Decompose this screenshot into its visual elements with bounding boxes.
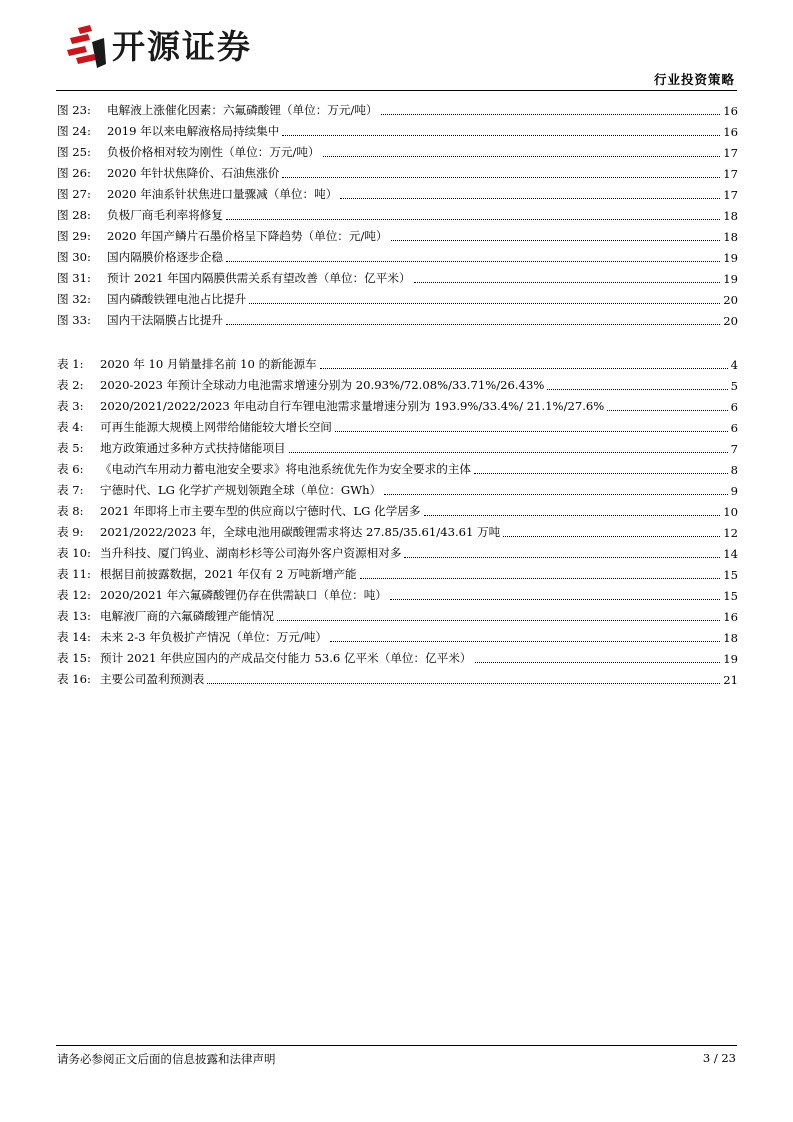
dot-leader [289, 452, 728, 453]
entry-page: 8 [730, 463, 738, 477]
entry-title: 电解液厂商的六氟磷酸锂产能情况 [100, 609, 274, 623]
entry-title: 2021 年即将上市主要车型的供应商以宁德时代、LG 化学居多 [100, 504, 421, 518]
toc-entry[interactable] [57, 202, 738, 223]
dot-leader [360, 578, 721, 579]
entry-page: 12 [723, 526, 738, 540]
table-list [57, 351, 738, 687]
entry-title: 2019 年以来电解液格局持续集中 [107, 124, 280, 138]
entry-title: 2020-2023 年预计全球动力电池需求增速分别为 20.93%/72.08%/33.71%/26.43% [100, 378, 545, 392]
entry-page: 18 [723, 631, 738, 645]
entry-number: 表 11: [57, 567, 91, 581]
entry-title: 预计 2021 年国内隔膜供需关系有望改善（单位：亿平米） [107, 271, 411, 285]
dot-leader [323, 156, 721, 157]
toc-entry[interactable] [57, 561, 738, 582]
dot-leader [277, 620, 720, 621]
entry-number: 图 26: [57, 166, 91, 180]
dot-leader [320, 368, 728, 369]
logo-text: 开源证券 [112, 27, 252, 66]
entry-page: 6 [730, 421, 738, 435]
header-divider [56, 90, 737, 91]
entry-page: 17 [723, 167, 738, 181]
toc-entry[interactable] [57, 97, 738, 118]
dot-leader [330, 641, 720, 642]
entry-page: 16 [723, 104, 738, 118]
entry-page: 16 [723, 125, 738, 139]
toc-entry[interactable] [57, 307, 738, 328]
entry-page: 17 [723, 146, 738, 160]
toc-entry[interactable] [57, 603, 738, 624]
toc-entry[interactable] [57, 624, 738, 645]
dot-leader [384, 494, 727, 495]
dot-leader [282, 135, 720, 136]
entry-page: 20 [723, 314, 738, 328]
entry-number: 表 4: [57, 420, 84, 434]
entry-number: 表 2: [57, 378, 84, 392]
entry-number: 表 15: [57, 651, 91, 665]
dot-leader [340, 198, 720, 199]
entry-page: 15 [723, 589, 738, 603]
entry-page: 18 [723, 230, 738, 244]
entry-title: 2020 年国产鳞片石墨价格呈下降趋势（单位：元/吨） [107, 229, 388, 243]
entry-number: 表 14: [57, 630, 91, 644]
entry-title: 2020 年针状焦降价、石油焦涨价 [107, 166, 280, 180]
dot-leader [381, 114, 721, 115]
toc-entry[interactable] [57, 372, 738, 393]
entry-title: 国内磷酸铁锂电池占比提升 [107, 292, 247, 306]
entry-title: 宁德时代、LG 化学扩产规划领跑全球（单位：GWh） [100, 483, 382, 497]
entry-number: 图 27: [57, 187, 91, 201]
entry-page: 6 [730, 400, 738, 414]
toc-entry[interactable] [57, 519, 738, 540]
entry-number: 表 10: [57, 546, 91, 560]
entry-number: 表 8: [57, 504, 84, 518]
entry-page: 9 [730, 484, 738, 498]
entry-number: 图 29: [57, 229, 91, 243]
entry-title: 2020/2021/2022/2023 年电动自行车锂电池需求量增速分别为 193.9%/33.4%/ 21.1%/27.6% [100, 399, 605, 413]
entry-title: 国内隔膜价格逐步企稳 [107, 250, 223, 264]
dot-leader [475, 662, 721, 663]
dot-leader [390, 599, 720, 600]
dot-leader [474, 473, 728, 474]
entry-title: 2020 年 10 月销量排名前 10 的新能源车 [100, 357, 317, 371]
entry-page: 17 [723, 188, 738, 202]
toc-entry[interactable] [57, 139, 738, 160]
toc-entry[interactable] [57, 477, 738, 498]
entry-page: 19 [723, 251, 738, 265]
entry-title: 当升科技、厦门钨业、湖南杉杉等公司海外客户资源相对多 [100, 546, 402, 560]
entry-number: 表 16: [57, 672, 91, 686]
entry-title: 电解液上涨催化因素：六氟磷酸锂（单位：万元/吨） [107, 103, 378, 117]
dot-leader [424, 515, 721, 516]
toc-entry[interactable] [57, 286, 738, 307]
entry-number: 表 7: [57, 483, 84, 497]
entry-page: 10 [723, 505, 738, 519]
disclaimer-text: 请务必参阅正文后面的信息披露和法律声明 [57, 1052, 276, 1066]
entry-page: 19 [723, 272, 738, 286]
entry-title: 国内干法隔膜占比提升 [107, 313, 223, 327]
entry-title: 负极厂商毛利率将修复 [107, 208, 223, 222]
entry-page: 19 [723, 652, 738, 666]
entry-number: 表 13: [57, 609, 91, 623]
entry-title: 《电动汽车用动力蓄电池安全要求》将电池系统优先作为安全要求的主体 [100, 462, 472, 476]
entry-title: 根据目前披露数据，2021 年仅有 2 万吨新增产能 [100, 567, 357, 581]
toc-entry[interactable] [57, 414, 738, 435]
kaiyuan-logo-icon [64, 24, 108, 70]
entry-number: 表 3: [57, 399, 84, 413]
entry-number: 表 9: [57, 525, 84, 539]
entry-page: 16 [723, 610, 738, 624]
toc-entry[interactable] [57, 456, 738, 477]
dot-leader [226, 219, 720, 220]
entry-page: 5 [730, 379, 738, 393]
entry-number: 图 31: [57, 271, 91, 285]
entry-number: 图 32: [57, 292, 91, 306]
dot-leader [547, 389, 727, 390]
entry-title: 2020/2021 年六氟磷酸锂仍存在供需缺口（单位：吨） [100, 588, 387, 602]
entry-page: 4 [730, 358, 738, 372]
entry-title: 预计 2021 年供应国内的产成品交付能力 53.6 亿平米（单位：亿平米） [100, 651, 472, 665]
entry-number: 图 28: [57, 208, 91, 222]
entry-number: 表 1: [57, 357, 84, 371]
footer-divider [56, 1045, 737, 1046]
entry-number: 表 6: [57, 462, 84, 476]
entry-page: 14 [723, 547, 738, 561]
toc-entry[interactable] [57, 244, 738, 265]
entry-title: 2021/2022/2023 年，全球电池用碳酸锂需求将达 27.85/35.61/43.61 万吨 [100, 525, 501, 539]
dot-leader [226, 261, 720, 262]
entry-page: 20 [723, 293, 738, 307]
entry-number: 图 25: [57, 145, 91, 159]
toc-entry[interactable] [57, 645, 738, 666]
page-number: 3 / 23 [702, 1051, 736, 1065]
entry-number: 图 33: [57, 313, 91, 327]
entry-number: 图 24: [57, 124, 91, 138]
entry-page: 7 [730, 442, 738, 456]
entry-title: 可再生能源大规模上网带给储能较大增长空间 [100, 420, 332, 434]
toc-entry[interactable] [57, 160, 738, 181]
entry-page: 18 [723, 209, 738, 223]
dot-leader [503, 536, 720, 537]
toc-entry[interactable] [57, 435, 738, 456]
entry-title: 地方政策通过多种方式扶持储能项目 [100, 441, 286, 455]
toc-entry[interactable] [57, 223, 738, 244]
dot-leader [335, 431, 728, 432]
toc-entry[interactable] [57, 351, 738, 372]
entry-title: 主要公司盈利预测表 [100, 672, 205, 686]
toc-entry[interactable] [57, 265, 738, 286]
entry-title: 2020 年油系针状焦进口量骤减（单位：吨） [107, 187, 338, 201]
report-type-label: 行业投资策略 [653, 72, 735, 87]
figure-list [57, 97, 738, 328]
entry-title: 负极价格相对较为刚性（单位：万元/吨） [107, 145, 320, 159]
dot-leader [207, 683, 720, 684]
company-logo [64, 22, 252, 72]
entry-number: 图 30: [57, 250, 91, 264]
dot-leader [249, 303, 720, 304]
toc-entry[interactable] [57, 582, 738, 603]
dot-leader [404, 557, 720, 558]
entry-number: 表 5: [57, 441, 84, 455]
entry-number: 表 12: [57, 588, 91, 602]
dot-leader [391, 240, 721, 241]
dot-leader [414, 282, 721, 283]
dot-leader [226, 324, 720, 325]
toc-entry[interactable] [57, 540, 738, 561]
dot-leader [607, 410, 727, 411]
toc-entry[interactable] [57, 393, 738, 414]
entry-number: 图 23: [57, 103, 91, 117]
dot-leader [282, 177, 720, 178]
toc-entry[interactable] [57, 118, 738, 139]
toc-entry[interactable] [57, 181, 738, 202]
toc-entry[interactable] [57, 498, 738, 519]
toc-entry[interactable] [57, 666, 738, 687]
entry-title: 未来 2-3 年负极扩产情况（单位：万元/吨） [100, 630, 328, 644]
entry-page: 15 [723, 568, 738, 582]
entry-page: 21 [723, 673, 738, 687]
